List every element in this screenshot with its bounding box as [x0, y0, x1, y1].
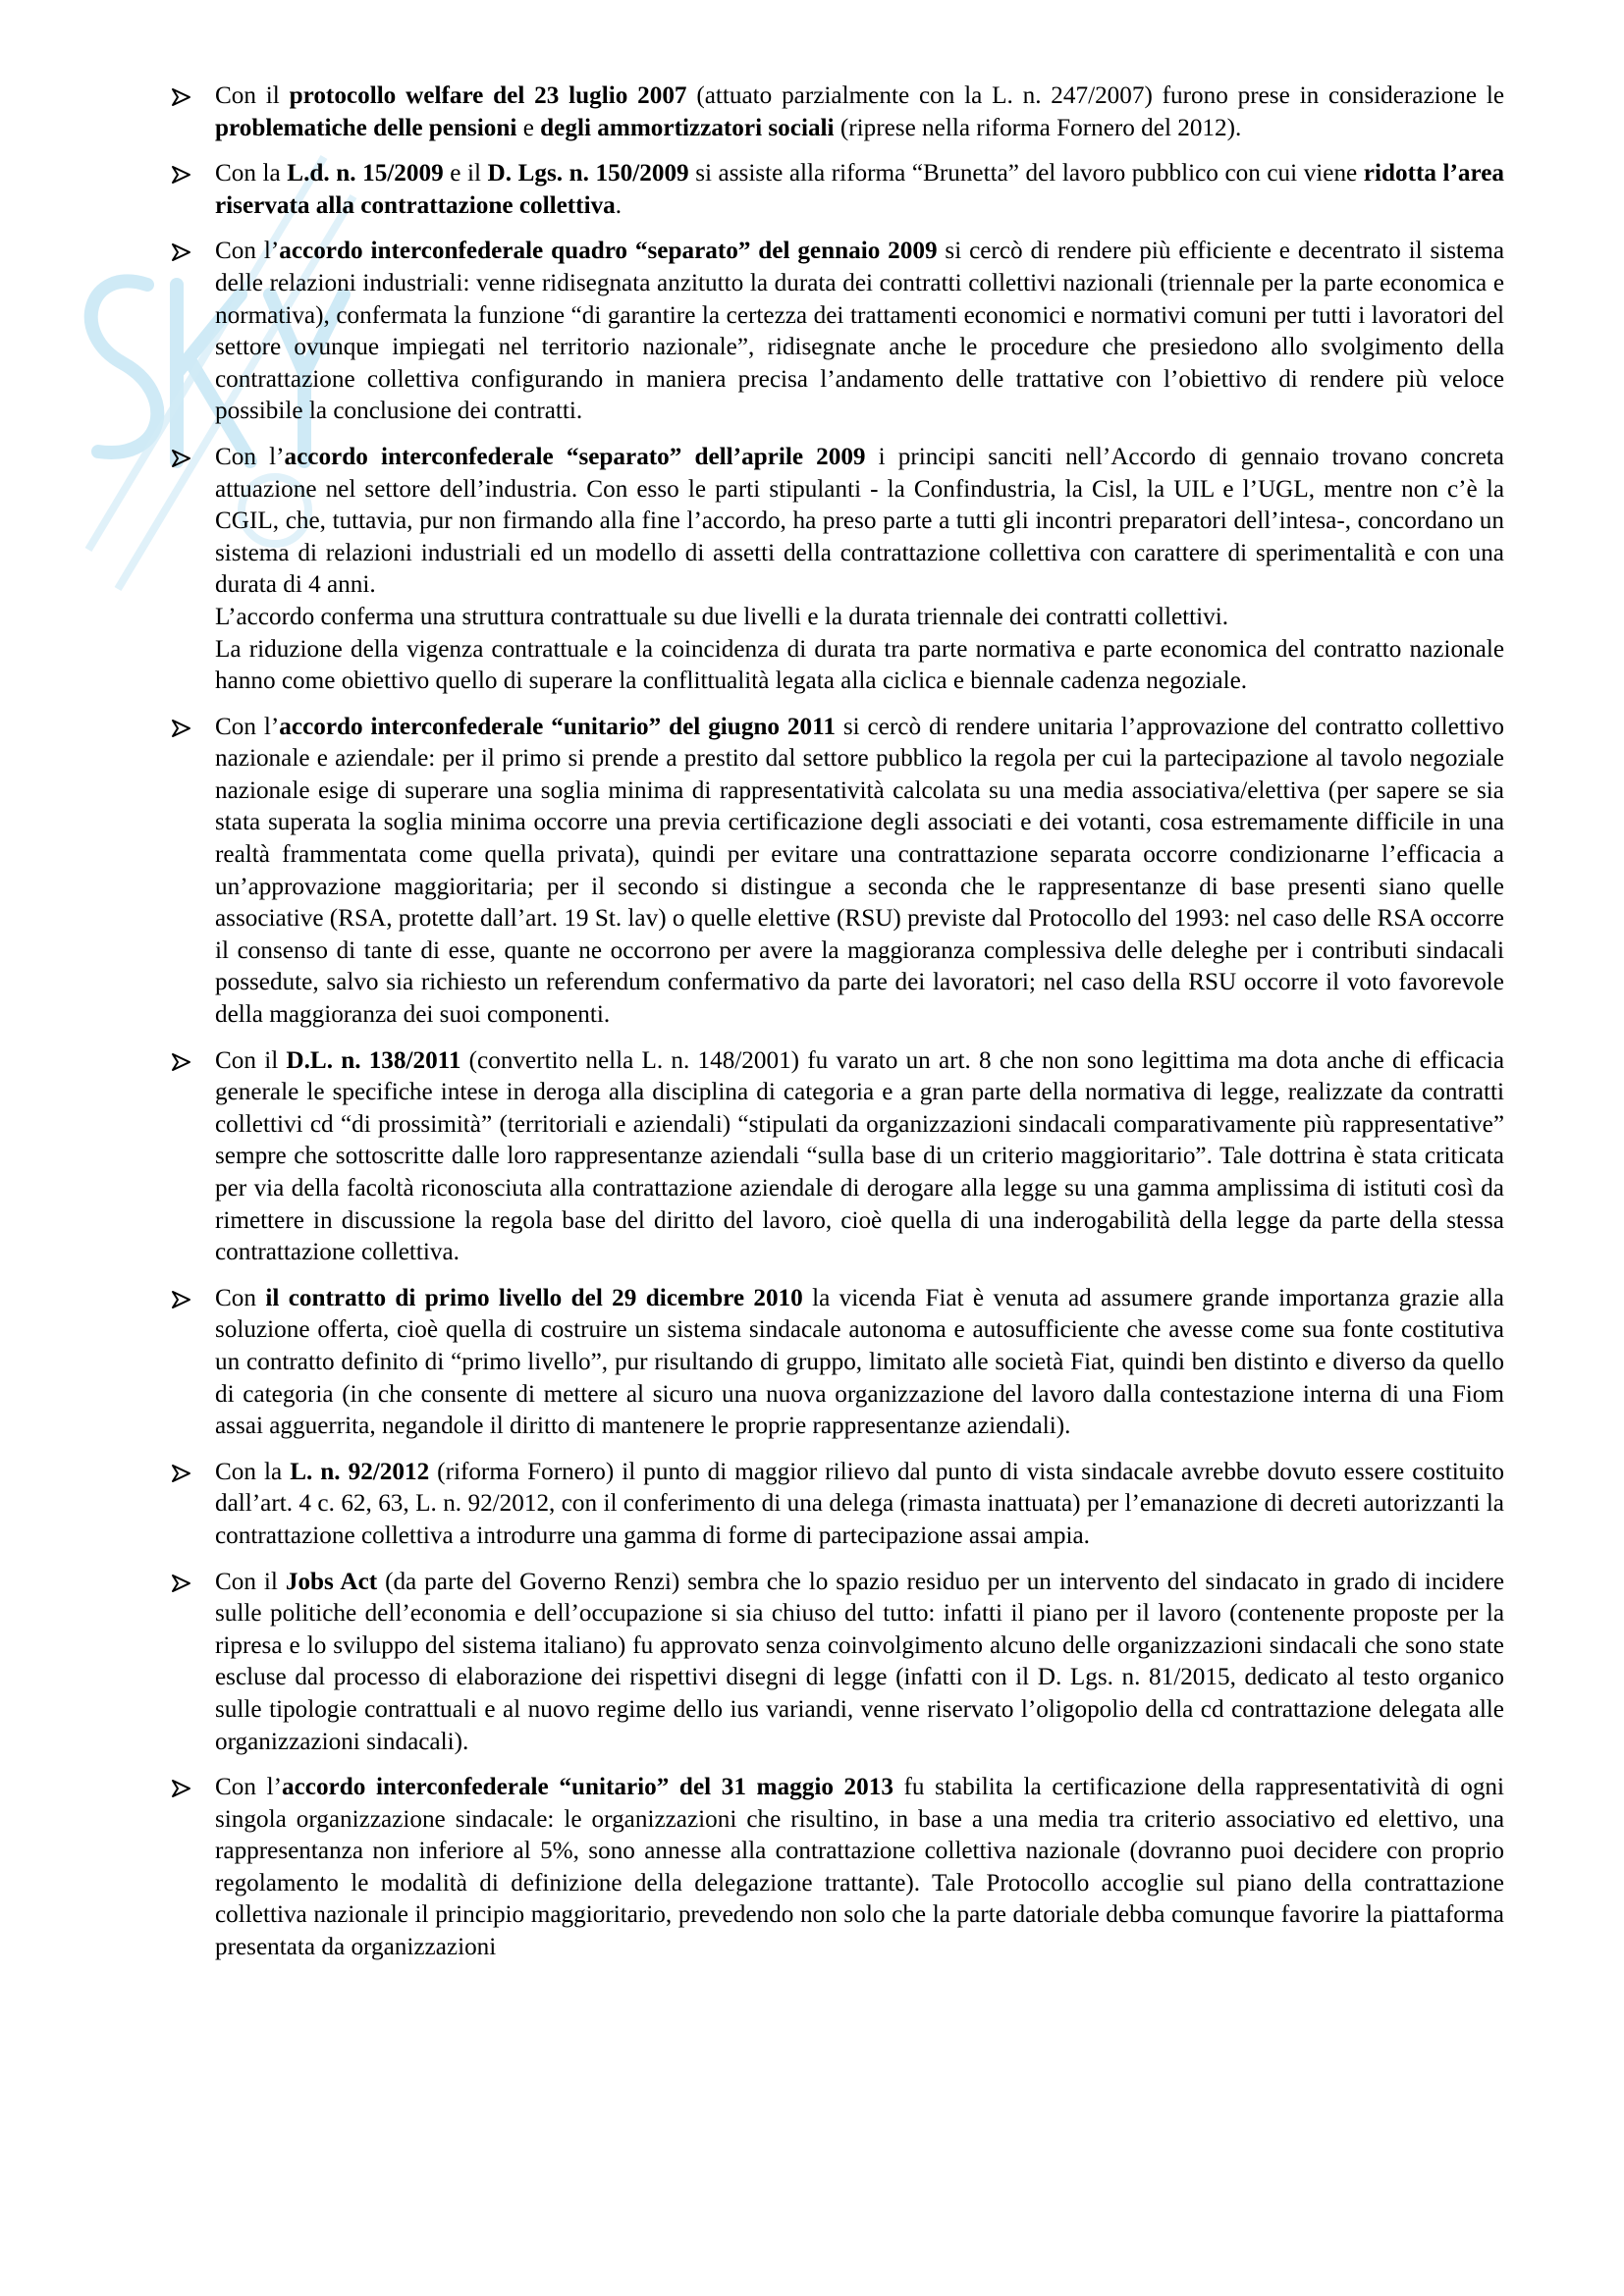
- text-run: Con il: [215, 1046, 287, 1074]
- text-run: Con il: [215, 1568, 286, 1595]
- bullet-text: [215, 442, 1504, 602]
- bullet-item: [171, 80, 1504, 144]
- emphasized-text: accordo interconfederale “unitario” del giugno 2011: [279, 713, 836, 740]
- emphasized-text: protocollo welfare del 23 luglio 2007: [289, 82, 687, 109]
- emphasized-text: L. n. 92/2012: [290, 1458, 430, 1485]
- emphasized-text: problematiche delle pensioni: [215, 114, 517, 141]
- text-run: Con la: [215, 160, 288, 187]
- bullet-text: [215, 1567, 1504, 1759]
- bullet-text: [215, 1457, 1504, 1553]
- arrow-bullet-icon: [171, 1574, 192, 1593]
- arrow-bullet-icon: [171, 719, 192, 738]
- emphasized-text: Jobs Act: [285, 1568, 378, 1595]
- bullet-text: [215, 1045, 1504, 1269]
- text-run: (riforma Fornero) il punto di maggior rilievo dal punto di vista sindacale avrebbe dovuto essere costituito dall’art. 4 c. 62, 63, L. n. 92/2012, con il conferimento di una delega (rimasta inattuata) per l’emanazione di decreti autorizzanti la contrattazione collettiva a introdurre una gamma di forme di partecipazione assai ampia.: [215, 1458, 1504, 1549]
- text-run: si assiste alla riforma “Brunetta” del lavoro pubblico con cui viene: [688, 160, 1364, 187]
- bullet-item: [171, 158, 1504, 222]
- arrow-bullet-icon: [171, 1052, 192, 1072]
- bullet-text: [215, 712, 1504, 1032]
- emphasized-text: accordo interconfederale “unitario” del 31 maggio 2013: [282, 1774, 893, 1801]
- bullet-text: [215, 80, 1504, 144]
- text-run: Con il: [215, 82, 290, 109]
- emphasized-text: D. Lgs. n. 150/2009: [487, 160, 689, 187]
- text-run: Con l’: [215, 443, 285, 470]
- bullet-text: [215, 1283, 1504, 1443]
- bullet-text: [215, 1772, 1504, 1964]
- text-run: Con: [215, 1284, 266, 1311]
- arrow-bullet-icon: [171, 1779, 192, 1798]
- bullet-item: [171, 1457, 1504, 1553]
- text-run: Con l’: [215, 1774, 282, 1801]
- bullet-text: [215, 158, 1504, 222]
- text-run: L’accordo conferma una struttura contrattuale su due livelli e la durata triennale dei contratti collettivi.: [215, 603, 1229, 630]
- text-run: (riprese nella riforma Fornero del 2012).: [834, 114, 1242, 141]
- text-run: Con la: [215, 1458, 291, 1485]
- document-body: [171, 80, 1504, 1978]
- text-run: (convertito nella L. n. 148/2001) fu varato un art. 8 che non sono legittima ma dota anche di efficacia generale le specifiche intese in deroga alla disciplina di categoria e a gran parte della normativa di legge, realizzate da contratti collettivi cd “di prossimità” (territoriali e aziendali) “stipulati da organizzazioni sindacali comparativamente più rappresentative” sempre che sottoscritte dalle loro rappresentanze aziendali “sulla base di un criterio maggioritario”. Tale dottrina è stata criticata per via della facoltà riconosciuta alla contrattazione aziendale di derogare alla legge su una gamma amplissima di istituti così da rimettere in discussione la regola base del diritto del lavoro, cioè quella di una inderogabilità della legge da parte della stessa contrattazione collettiva.: [215, 1046, 1505, 1266]
- text-run: Con l’: [215, 713, 280, 740]
- text-run: La riduzione della vigenza contrattuale e la coincidenza di durata tra parte normativa e parte economica del contratto nazionale hanno come obiettivo quello di superare la conflittualità legata alla ciclica e biennale cadenza negoziale.: [215, 635, 1504, 695]
- text-run: e il: [443, 160, 488, 187]
- emphasized-text: accordo interconfederale quadro “separato” del gennaio 2009: [279, 238, 938, 265]
- arrow-bullet-icon: [171, 1290, 192, 1309]
- arrow-bullet-icon: [171, 87, 192, 107]
- bullet-item: [171, 1772, 1504, 1964]
- bullet-text: [215, 236, 1504, 428]
- text-run: i principi sanciti nell’Accordo di gennaio trovano concreta attuazione nel settore dell’industria. Con esso le parti stipulanti - la Confindustria, la Cisl, la UIL e l’UGL, mentre non c’è la CGIL, che, tuttavia, pur non firmando alla fine l’accordo, ha preso parte a tutti gli incontri preparatori dell’intesa-, concordano un sistema di relazioni industriali ed un modello di assetti della contrattazione collettiva con carattere di sperimentalità e con una durata di 4 anni.: [215, 443, 1504, 599]
- bullet-item: [171, 712, 1504, 1032]
- text-run: fu stabilita la certificazione della rappresentatività di ogni singola organizzazione sindacale: le organizzazioni che risultino, in base a una media tra criterio associativo ed elettivo, una rappresentanza non inferiore al 5%, sono annesse alla contrattazione collettiva nazionale (dovranno puoi decidere con proprio regolamento le modalità di definizione della delegazione trattante). Tale Protocollo accoglie sul piano della contrattazione collettiva nazionale il principio maggioritario, prevedendo non solo che la parte datoriale debba comunque favorire la piattaforma presentata da organizzazioni: [215, 1774, 1505, 1961]
- arrow-bullet-icon: [171, 1464, 192, 1483]
- bullet-item: [171, 1045, 1504, 1269]
- emphasized-text: ridotta l’area riservata alla contrattazione collettiva: [215, 160, 1504, 219]
- text-run: la vicenda Fiat è venuta ad assumere grande importanza grazie alla soluzione offerta, cioè quella di costruire un sistema sindacale autonoma e autosufficiente che avesse come sua fonte costitutiva un contratto definito di “primo livello”, pur risultando di gruppo, limitato alle società Fiat, quindi ben distinto e diverso da quello di categoria (in che consente di mettere al sicuro una nuova organizzazione del lavoro dalla contestazione interna di una Fiom assai agguerrita, negandole il diritto di mantenere le proprie rappresentanze aziendali).: [215, 1284, 1504, 1440]
- arrow-bullet-icon: [171, 165, 192, 185]
- emphasized-text: D.L. n. 138/2011: [286, 1046, 461, 1074]
- text-run: Con l’: [215, 238, 280, 265]
- emphasized-text: accordo interconfederale “separato” dell’aprile 2009: [284, 443, 866, 470]
- text-run: (da parte del Governo Renzi) sembra che lo spazio residuo per un intervento del sindacato in grado di incidere sulle politiche dell’economia e dell’occupazione si sia chiuso del tutto: infatti il piano per il lavoro (contenente proposte per la ripresa e lo sviluppo del sistema italiano) fu approvato senza coinvolgimento alcuno delle organizzazioni sindacali che sono state escluse dal processo di elaborazione dei rispettivi disegni di legge (infatti con il D. Lgs. n. 81/2015, dedicato al testo organico sulle tipologie contrattuali e al nuovo regime dello ius variandi, venne riservato l’oligopolio della cd contrattazione delegata alle organizzazioni sindacali).: [215, 1568, 1505, 1755]
- text-run: si cercò di rendere più efficiente e decentrato il sistema delle relazioni industriali: venne ridisegnata anzitutto la durata dei contratti collettivi nazionali (triennale per la parte economica e normativa), confermata la funzione “di garantire la certezza dei trattamenti economici e normativi comuni per tutti i lavoratori del settore ovunque impiegati nel territorio nazionale”, ridisegnate anche le procedure che presiedono allo svolgimento della contrattazione collettiva configurando in maniera precisa l’andamento delle trattative con l’obiettivo di rendere più veloce possibile la conclusione dei contratti.: [215, 238, 1505, 425]
- text-run: si cercò di rendere unitaria l’approvazione del contratto collettivo nazionale e aziendale: per il primo si prende a prestito dal settore pubblico la regola per cui la partecipazione al tavolo negoziale nazionale esige di superare una soglia minima di rappresentatività calcolata su una media associativa/elettiva (per sapere se sia stata superata la soglia minima occorre una previa certificazione degli associati e dei votanti, cosa estremamente difficile in una realtà frammentata come quella privata), quindi per evitare una contrattazione separata occorre condizionarne l’efficacia a un’approvazione maggioritaria; per il secondo si distingue a seconda che le rappresentanze di base presenti siano quelle associative (RSA, protette dall’art. 19 St. lav) o quelle elettive (RSU) previste dal Protocollo del 1993: nel caso delle RSA occorre il consenso di tante di esse, quante ne occorrono per avere la maggioranza complessiva delle deleghe per i contributi sindacali possedute, salvo sia richiesto un referendum confermativo da parte dei lavoratori; nel caso della RSU occorre il voto favorevole della maggioranza dei suoi componenti.: [215, 713, 1504, 1029]
- text-run: .: [615, 191, 623, 219]
- arrow-bullet-icon: [171, 242, 192, 262]
- emphasized-text: L.d. n. 15/2009: [287, 160, 444, 187]
- bullet-item: [171, 442, 1504, 698]
- emphasized-text: il contratto di primo livello del 29 dicembre 2010: [265, 1284, 803, 1311]
- bullet-text-continuation: [215, 634, 1504, 698]
- text-run: (attuato parzialmente con la L. n. 247/2007) furono prese in considerazione le: [686, 82, 1505, 109]
- bullet-item: [171, 1567, 1504, 1759]
- bullet-item: [171, 236, 1504, 428]
- emphasized-text: degli ammortizzatori sociali: [540, 114, 835, 141]
- text-run: e: [516, 114, 541, 141]
- bullet-text-continuation: [215, 602, 1504, 634]
- bullet-item: [171, 1283, 1504, 1443]
- arrow-bullet-icon: [171, 449, 192, 468]
